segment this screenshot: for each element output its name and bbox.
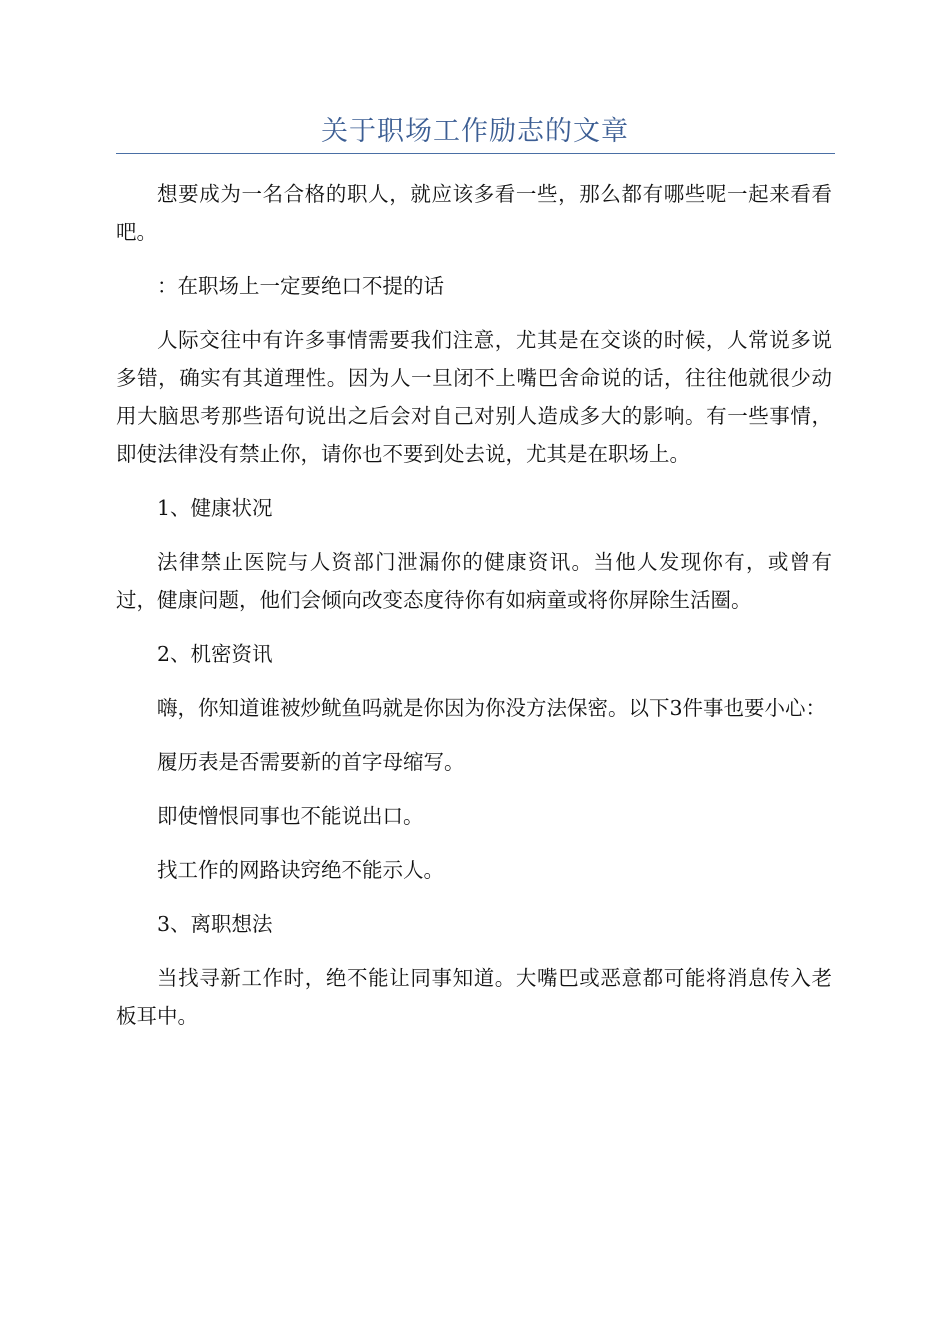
paragraph-health: 法律禁止医院与人资部门泄漏你的健康资讯。当他人发现你有，或曾有过，健康问题，他们会倾向改变态度待你有如病童或将你屏除生活圈。 (116, 550, 832, 612)
title-underline (116, 153, 835, 154)
paragraph-resignation: 当找寻新工作时，绝不能让同事知道。大嘴巴或恶意都可能将消息传入老板耳中。 (116, 966, 832, 1028)
section-heading: ：在职场上一定要绝口不提的话 (157, 274, 444, 298)
document-body (116, 175, 832, 1051)
list-heading-health: 1、健康状况 (157, 496, 273, 520)
paragraph-item: 找工作的网路诀窍绝不能示人。 (157, 858, 444, 882)
list-heading-confidential: 2、机密资讯 (157, 642, 273, 666)
list-heading-resignation: 3、离职想法 (157, 912, 273, 936)
paragraph-body: 人际交往中有许多事情需要我们注意，尤其是在交谈的时候，人常说多说多错，确实有其道理性。因为人一旦闭不上嘴巴舍命说的话，往往他就很少动用大脑思考那些语句说出之后会对自己对别人造成多大的影响。有一些事情，即使法律没有禁止你，请你也不要到处去说，尤其是在职场上。 (116, 328, 832, 466)
document-title: 关于职场工作励志的文章 (321, 116, 629, 147)
paragraph-item: 履历表是否需要新的首字母缩写。 (157, 750, 465, 774)
paragraph-intro: 想要成为一名合格的职人，就应该多看一些，那么都有哪些呢一起来看看吧。 (116, 182, 832, 244)
paragraph-confidential: 嗨，你知道谁被炒鱿鱼吗就是你因为你没方法保密。以下3件事也要小心： (157, 696, 827, 720)
paragraph-item: 即使憎恨同事也不能说出口。 (157, 804, 424, 828)
